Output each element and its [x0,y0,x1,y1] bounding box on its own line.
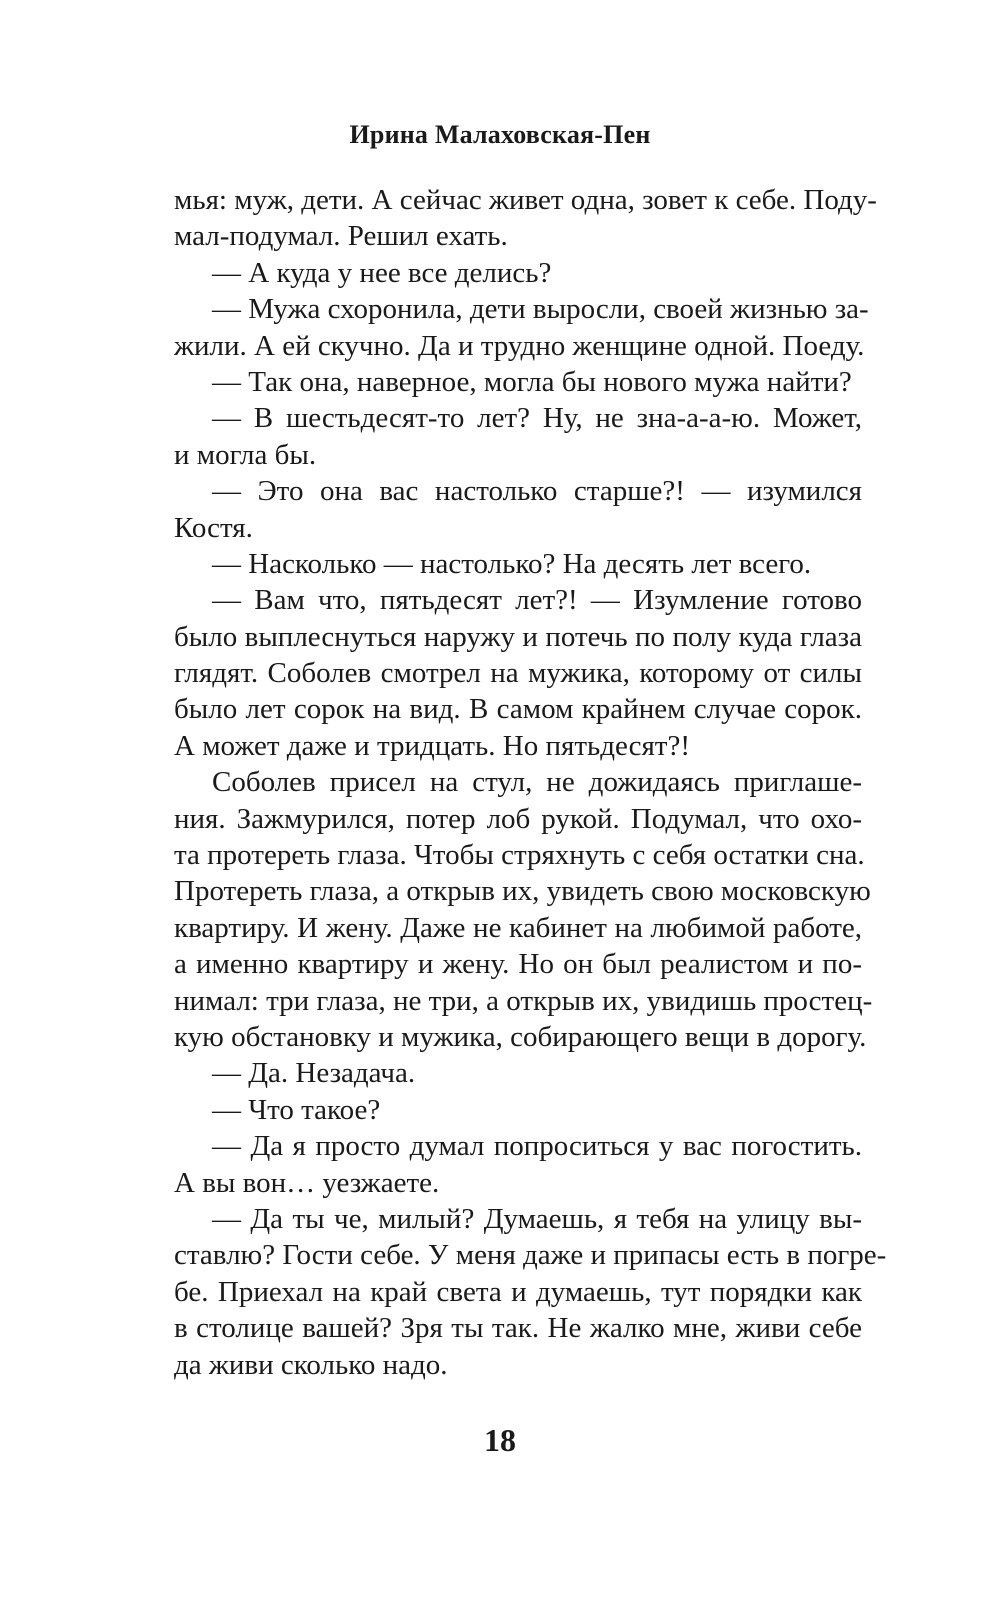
text-line: А может даже и тридцать. Но пятьдесят?! [174,729,690,762]
text-line: мал-подумал. Решил ехать. [174,220,508,253]
text-line: — Да я просто думал попроситься у вас погостить. [212,1130,862,1163]
text-line: — А куда у нее все делись? [212,256,552,289]
text-line: — Да. Незадача. [212,1057,416,1090]
text-line: и могла бы. [174,438,317,471]
text-line: — Да ты че, милый? Думаешь, я тебя на улицу вы- [212,1202,862,1235]
text-line: было лет сорок на вид. В самом крайнем случае сорок. [174,693,862,726]
text-line: было выплеснуться наружу и потечь по полу куда глаза [174,620,862,653]
text-line: — Вам что, пятьдесят лет?! — Изумление готово [212,584,862,617]
body-text [174,182,887,1383]
text-line: мья: муж, дети. А сейчас живет одна, зовет к себе. Поду- [174,184,877,216]
text-line: А вы вон… уезжаете. [174,1166,440,1199]
page-number: 18 [484,1422,516,1458]
text-line: ставлю? Гости себе. У меня даже и припасы есть в погре- [174,1239,887,1272]
text-line: — Что такое? [212,1093,381,1126]
text-line: а именно квартиру и жену. Но он был реалистом и по- [174,948,862,981]
text-line: в столице вашей? Зря ты так. Не жалко мне, живи себе [174,1312,862,1345]
text-line: Костя. [174,511,253,544]
running-header-author: Ирина Малаховская-Пен [349,120,651,149]
text-line: — Это она вас настолько старше?! — изумился [212,475,862,508]
text-line: ния. Зажмурился, потер лоб рукой. Подумал, что охо- [174,802,862,835]
text-line: нимал: три глаза, не три, а открыв их, увидишь простец- [174,984,873,1017]
text-line: Соболев присел на стул, не дожидаясь приглаше- [212,766,862,799]
text-line: — Так она, наверное, могла бы нового мужа найти? [212,365,852,398]
text-line: да живи сколько надо. [174,1348,448,1381]
text-line: — В шестьдесят-то лет? Ну, не зна-а-а-ю. Может, [212,402,862,435]
text-line: бе. Приехал на край света и думаешь, тут порядки как [174,1275,862,1308]
text-line: — Мужа схоронила, дети выросли, своей жизнью за- [212,293,869,326]
text-line: — Насколько — настолько? На десять лет всего. [212,547,812,580]
text-line: Протереть глаза, а открыв их, увидеть свою московскую [174,875,871,908]
text-line: та протереть глаза. Чтобы стряхнуть с себя остатки сна. [174,839,865,872]
text-line: кую обстановку и мужика, собирающего вещи в дорогу. [174,1020,867,1053]
text-line: глядят. Соболев смотрел на мужика, которому от силы [174,657,862,690]
text-line: жили. А ей скучно. Да и трудно женщине одной. Поеду. [174,329,865,362]
text-line: квартиру. И жену. Даже не кабинет на любимой работе, [174,911,862,944]
